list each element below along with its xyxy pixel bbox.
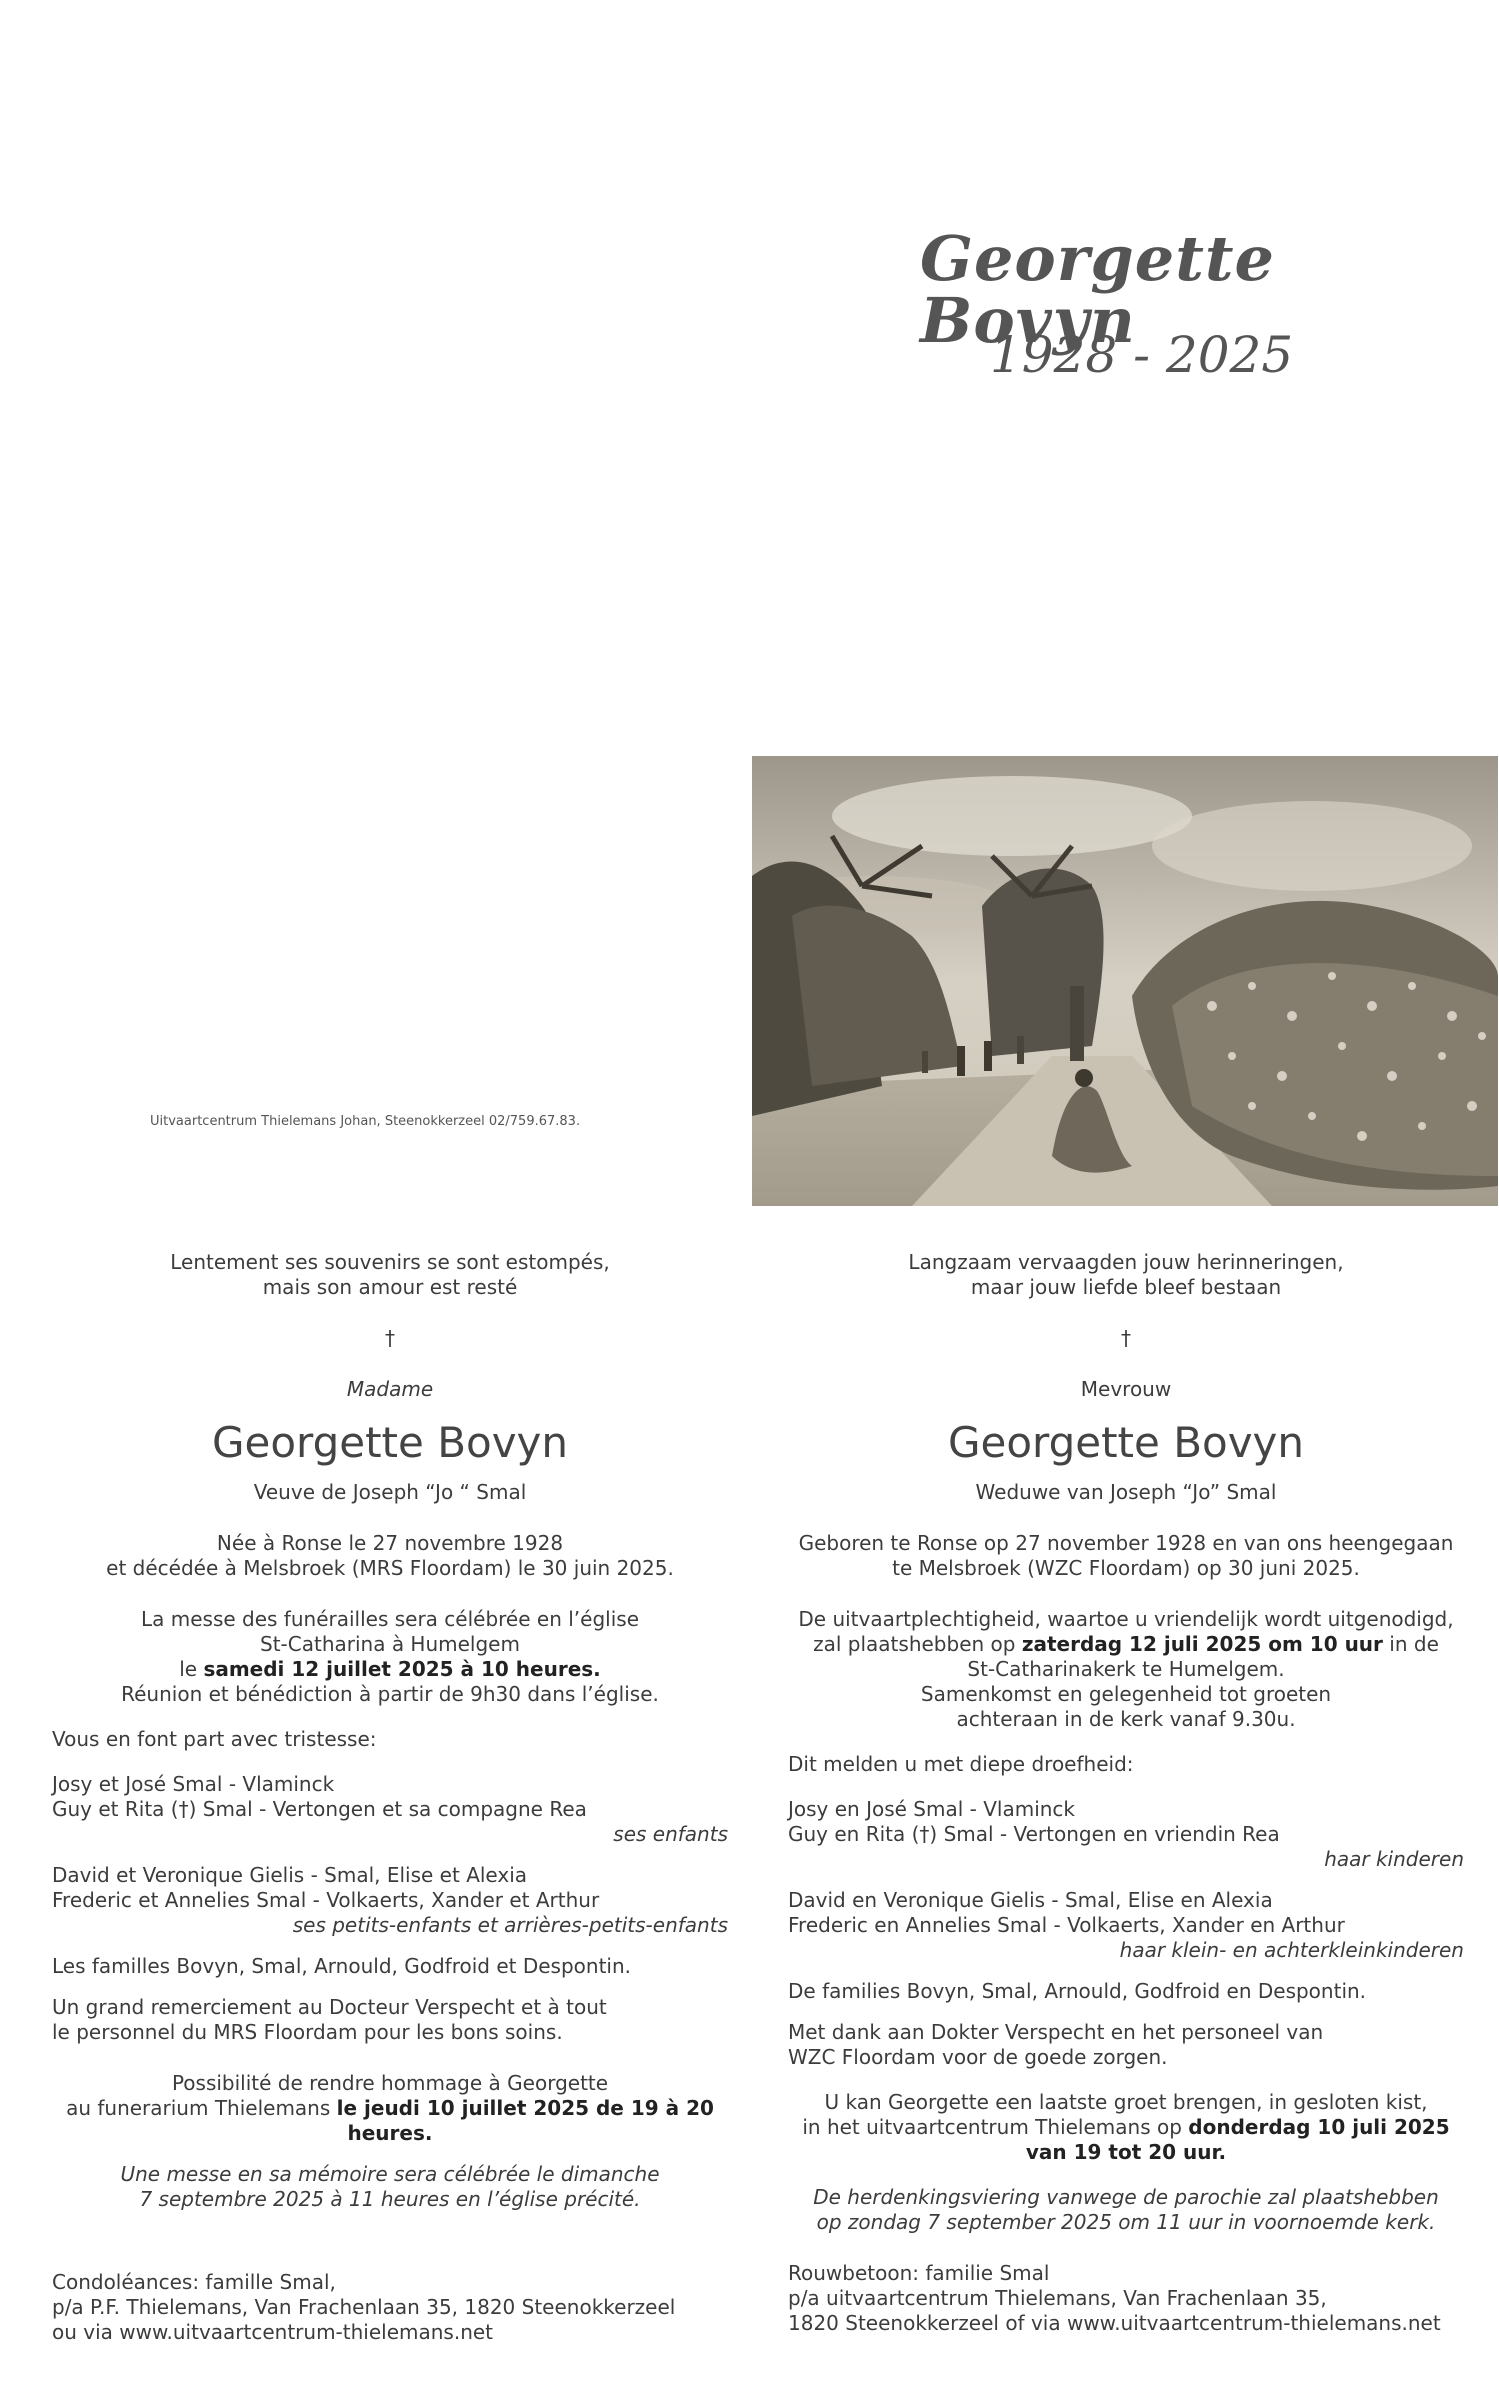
cover-name: Georgette Bovyn — [920, 222, 1275, 357]
nl-visit-time: van 19 tot 20 uur. — [1025, 2140, 1227, 2164]
cover-years: 1928 - 2025 — [990, 326, 1294, 384]
fr-spouse: Veuve de Joseph “Jo “ Smal — [253, 1480, 527, 1504]
fr-cross: † — [385, 1326, 395, 1350]
nl-ceremony-line-1: De uitvaartplechtigheid, waartoe u vriendelijk wordt uitgenodigd, — [798, 1607, 1454, 1631]
nl-ceremony-line-2-post: in de — [1382, 1632, 1439, 1656]
nl-cross: † — [1121, 1326, 1131, 1350]
nl-announce: Dit melden u met diepe droefheid: — [788, 1752, 1134, 1776]
nl-grandchild-2: Frederic en Annelies Smal - Volkaerts, Xander en Arthur — [788, 1913, 1345, 1937]
nl-visit-date: donderdag 10 juli 2025 — [1188, 2115, 1450, 2139]
nl-salutation: Mevrouw — [1080, 1377, 1172, 1401]
nl-ceremony-line-5: achteraan in de kerk vanaf 9.30u. — [956, 1707, 1296, 1731]
fr-condolences-line-2: p/a P.F. Thielemans, Van Frachenlaan 35, 1820 Steenokkerzeel — [52, 2295, 676, 2319]
memorial-photo — [752, 756, 1498, 1206]
nl-memorial-line-1: De herdenkingsviering vanwege de parochie zal plaatshebben — [813, 2185, 1439, 2209]
dutch-announcement — [788, 1250, 1464, 2336]
fr-mass-line-3-pre: le — [179, 1657, 204, 1681]
nl-thanks-line-1: Met dank aan Dokter Verspecht en het personeel van — [788, 2020, 1324, 2044]
fr-mass-line-4: Réunion et bénédiction à partir de 9h30 dans l’église. — [121, 1682, 659, 1706]
nl-ceremony-line-4: Samenkomst en gelegenheid tot groeten — [920, 1682, 1332, 1706]
nl-visit-line-2 — [788, 2115, 1464, 2140]
fr-grandchildren-label: ses petits-enfants et arrières-petits-enfants — [292, 1913, 728, 1937]
nl-children-label: haar kinderen — [1324, 1847, 1464, 1871]
fr-birth-line-1: Née à Ronse le 27 novembre 1928 — [216, 1531, 564, 1555]
french-announcement — [52, 1250, 728, 2345]
nl-child-2: Guy en Rita (†) Smal - Vertongen en vriendin Rea — [788, 1822, 1280, 1846]
fr-visit-line-1: Possibilité de rendre hommage à Georgette — [171, 2071, 609, 2095]
nl-ceremony-line-2 — [788, 1632, 1464, 1657]
fr-quote-line-1: Lentement ses souvenirs se sont estompés, — [170, 1250, 610, 1274]
fr-grandchild-1: David et Veronique Gielis - Smal, Elise et Alexia — [52, 1863, 528, 1887]
nl-condolences-line-3: 1820 Steenokkerzeel of via www.uitvaartcentrum-thielemans.net — [788, 2311, 1441, 2335]
nl-condolences-line-2: p/a uitvaartcentrum Thielemans, Van Frachenlaan 35, — [788, 2286, 1327, 2310]
fr-child-1: Josy et José Smal - Vlaminck — [52, 1772, 335, 1796]
fr-visit-date: le jeudi 10 juillet 2025 de 19 à 20 heures. — [336, 2096, 714, 2145]
fr-visit-line-2 — [52, 2096, 728, 2146]
nl-deceased-name: Georgette Bovyn — [947, 1418, 1305, 1467]
sepia-garden-photo — [752, 756, 1498, 1206]
fr-memorial-line-2: 7 septembre 2025 à 11 heures en l’église précité. — [139, 2187, 641, 2211]
nl-quote-line-1: Langzaam vervaagden jouw herinneringen, — [908, 1250, 1344, 1274]
fr-mass-line-1: La messe des funérailles sera célébrée en l’église — [140, 1607, 639, 1631]
fr-mass-date: samedi 12 juillet 2025 à 10 heures. — [203, 1657, 601, 1681]
fr-grandchild-2: Frederic et Annelies Smal - Volkaerts, Xander et Arthur — [52, 1888, 600, 1912]
fr-thanks-line-2: le personnel du MRS Floordam pour les bons soins. — [52, 2020, 563, 2044]
fr-child-2: Guy et Rita (†) Smal - Vertongen et sa compagne Rea — [52, 1797, 587, 1821]
fr-salutation: Madame — [346, 1377, 434, 1401]
fr-deceased-name: Georgette Bovyn — [211, 1418, 569, 1467]
nl-families: De families Bovyn, Smal, Arnould, Godfroid en Despontin. — [788, 1979, 1367, 2003]
fr-families: Les familles Bovyn, Smal, Arnould, Godfroid et Despontin. — [52, 1954, 632, 1978]
fr-condolences-line-1: Condoléances: famille Smal, — [52, 2270, 336, 2294]
nl-condolences-line-1: Rouwbetoon: familie Smal — [788, 2261, 1050, 2285]
nl-thanks-line-2: WZC Floordam voor de goede zorgen. — [788, 2045, 1168, 2069]
fr-mass-line-2: St-Catharina à Humelgem — [260, 1632, 520, 1656]
fr-condolences-line-3: ou via www.uitvaartcentrum-thielemans.net — [52, 2320, 494, 2344]
nl-quote-line-2: maar jouw liefde bleef bestaan — [970, 1275, 1282, 1299]
fr-visit-line-2-pre: au funerarium Thielemans — [66, 2096, 337, 2120]
funeral-home-line: Uitvaartcentrum Thielemans Johan, Steenokkerzeel 02/759.67.83. — [150, 1114, 581, 1129]
fr-quote-line-2: mais son amour est resté — [262, 1275, 518, 1299]
fr-children-label: ses enfants — [613, 1822, 728, 1846]
nl-ceremony-date: zaterdag 12 juli 2025 om 10 uur — [1021, 1632, 1383, 1656]
nl-ceremony-line-3: St-Catharinakerk te Humelgem. — [967, 1657, 1285, 1681]
nl-memorial-line-2: op zondag 7 september 2025 om 11 uur in voornoemde kerk. — [816, 2210, 1436, 2234]
nl-ceremony-line-2-pre: zal plaatshebben op — [813, 1632, 1022, 1656]
fr-mass-line-3 — [52, 1657, 728, 1682]
fr-thanks-line-1: Un grand remerciement au Docteur Verspecht et à tout — [52, 1995, 607, 2019]
nl-spouse: Weduwe van Joseph “Jo” Smal — [975, 1480, 1277, 1504]
nl-birth-line-2: te Melsbroek (WZC Floordam) op 30 juni 2025. — [892, 1556, 1360, 1580]
fr-memorial-line-1: Une messe en sa mémoire sera célébrée le dimanche — [120, 2162, 660, 2186]
fr-birth-line-2: et décédée à Melsbroek (MRS Floordam) le 30 juin 2025. — [106, 1556, 674, 1580]
fr-announce: Vous en font part avec tristesse: — [52, 1727, 377, 1751]
nl-child-1: Josy en José Smal - Vlaminck — [788, 1797, 1076, 1821]
nl-grandchildren-label: haar klein- en achterkleinkinderen — [1119, 1938, 1464, 1962]
nl-visit-line-1: U kan Georgette een laatste groet brengen, in gesloten kist, — [824, 2090, 1428, 2114]
nl-grandchild-1: David en Veronique Gielis - Smal, Elise en Alexia — [788, 1888, 1273, 1912]
nl-visit-line-2-pre: in het uitvaartcentrum Thielemans op — [802, 2115, 1189, 2139]
nl-birth-line-1: Geboren te Ronse op 27 november 1928 en van ons heengegaan — [798, 1531, 1454, 1555]
